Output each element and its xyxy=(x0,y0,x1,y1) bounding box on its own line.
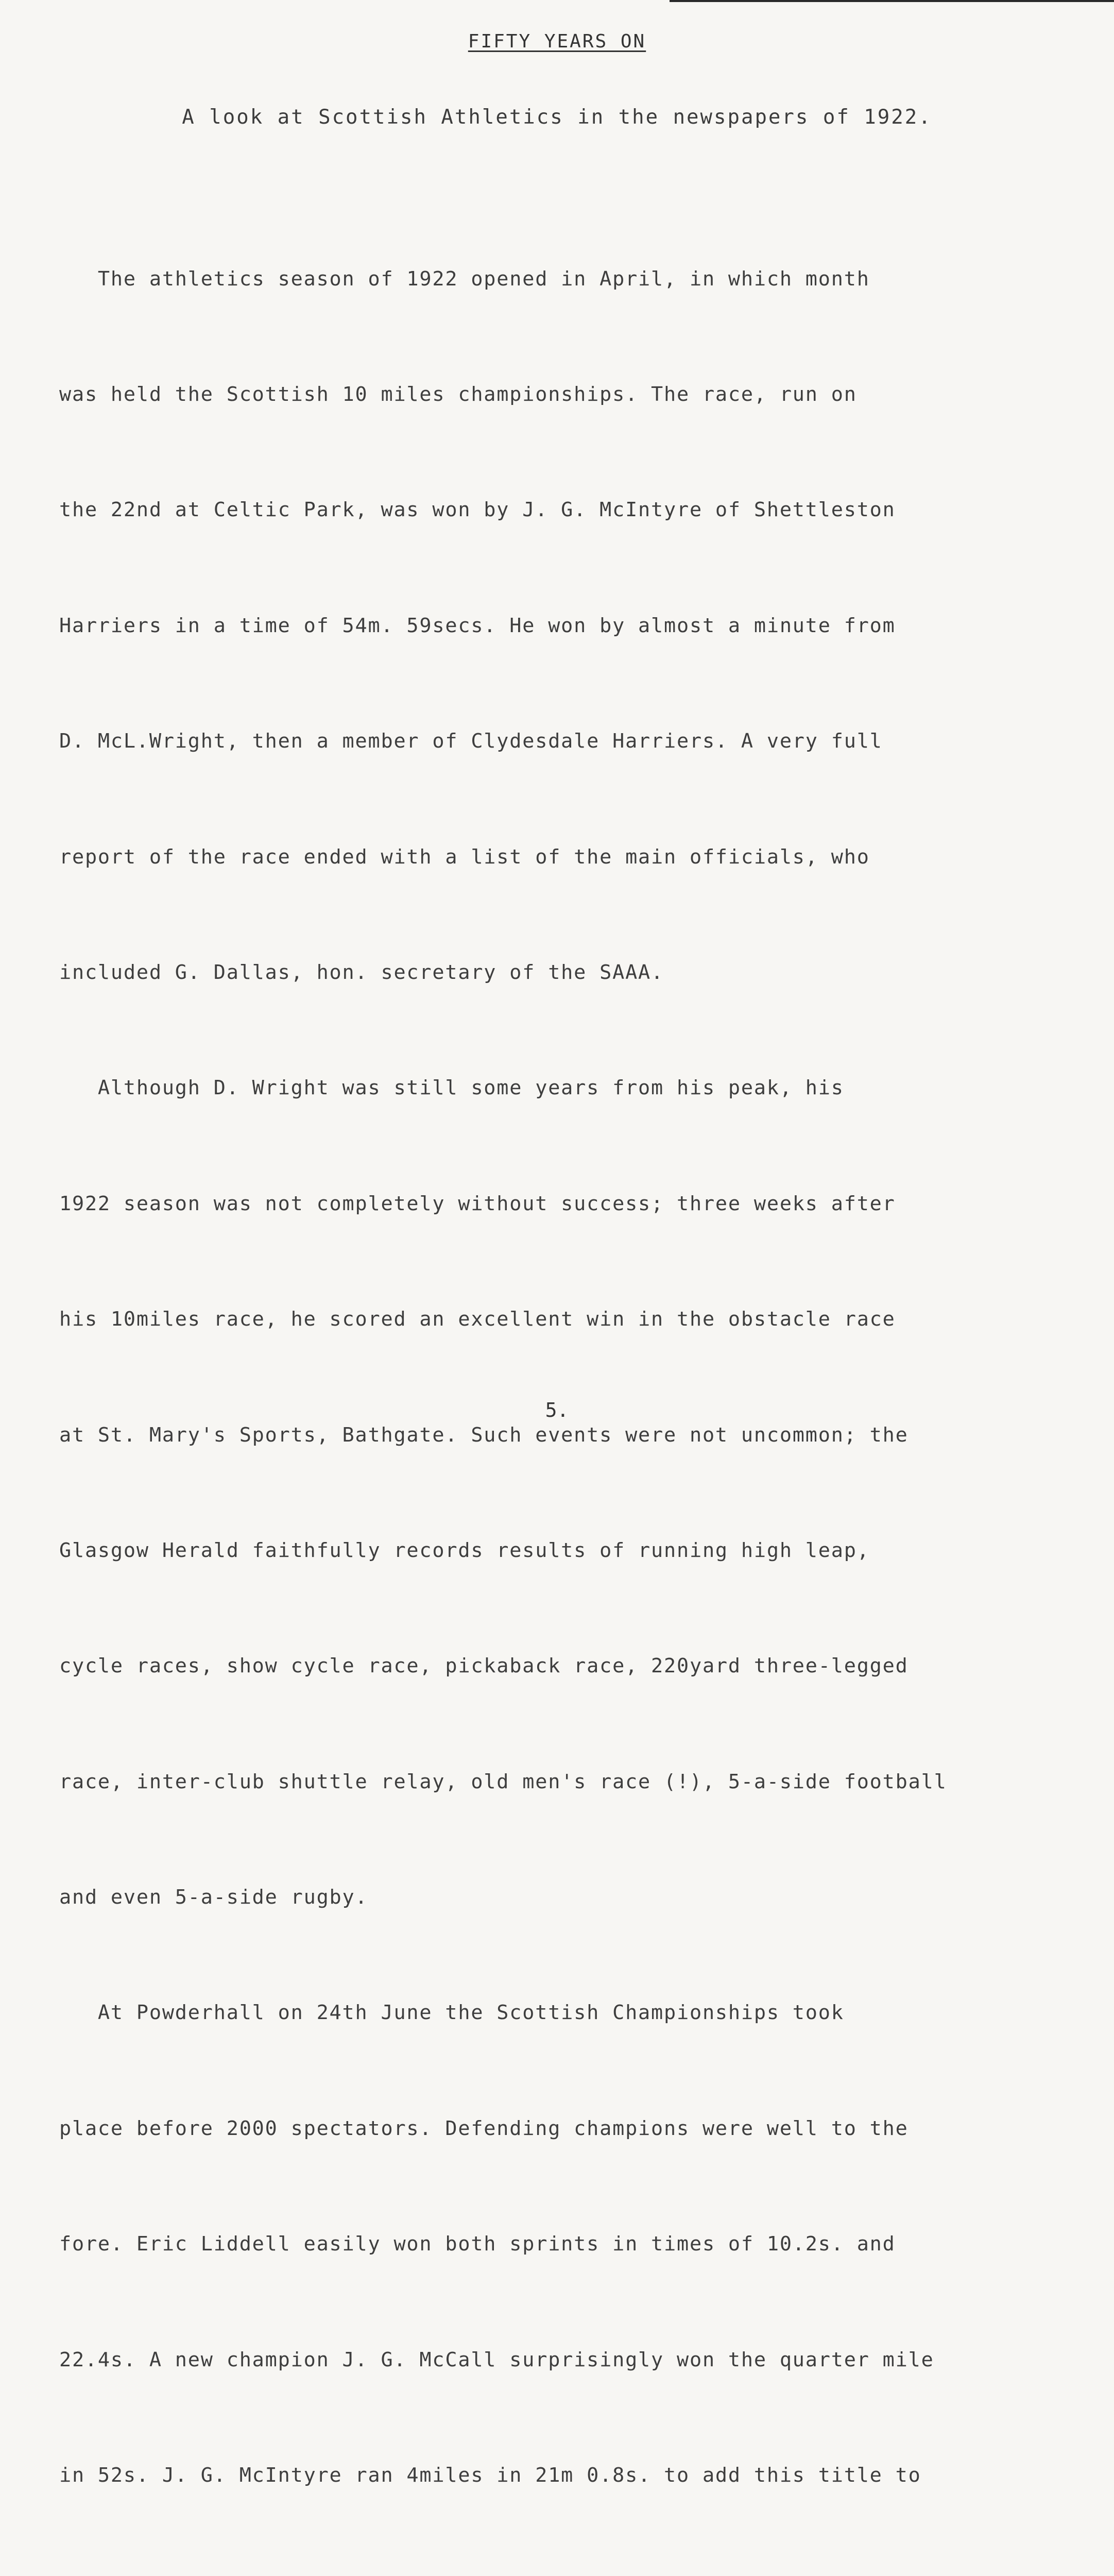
text-line: in 52s. J. G. McIntyre ran 4miles in 21m 0.8s. to add this title to xyxy=(59,2464,921,2487)
text-line: 22.4s. A new champion J. G. McCall surprisingly won the quarter mile xyxy=(59,2348,934,2371)
text-line: 1922 season was not completely without success; three weeks after xyxy=(59,1192,896,1215)
text-line: race, inter-club shuttle relay, old men's race (!), 5-a-side football xyxy=(59,1770,947,1793)
text-line: Glasgow Herald faithfully records results of running high leap, xyxy=(59,1538,870,1562)
text-line: Harriers in a time of 54m. 59secs. He won by almost a minute from xyxy=(59,614,896,637)
text-line: was held the Scottish 10 miles championships. The race, run on xyxy=(59,382,857,406)
text-line: D. McL.Wright, then a member of Clydesdale Harriers. A very full xyxy=(59,730,883,753)
text-line: his 10miles race, he scored an excellent win in the obstacle race xyxy=(59,1308,896,1331)
text-line: place before 2000 spectators. Defending champions were well to the xyxy=(59,2116,909,2140)
text-line: Although D. Wright was still some years from his peak, his xyxy=(59,1076,844,1100)
text-line: and even 5-a-side rugby. xyxy=(59,1886,368,1909)
text-line: report of the race ended with a list of the main officials, who xyxy=(59,845,870,869)
text-line: the 22nd at Celtic Park, was won by J. G. McIntyre of Shettleston xyxy=(59,498,896,522)
page-subtitle: A look at Scottish Athletics in the newspapers of 1922. xyxy=(182,106,932,129)
text-line: The athletics season of 1922 opened in April, in which month xyxy=(59,267,870,291)
text-line: included G. Dallas, hon. secretary of the SAAA. xyxy=(59,960,664,984)
page-number: 5. xyxy=(545,1399,569,1421)
text-line: cycle races, show cycle race, pickaback race, 220yard three-legged xyxy=(59,1654,909,1678)
page-title xyxy=(0,31,1114,52)
article-body xyxy=(59,183,1069,2576)
text-line: at St. Mary's Sports, Bathgate. Such events were not uncommon; the xyxy=(59,1423,909,1447)
text-line: fore. Eric Liddell easily won both sprints in times of 10.2s. and xyxy=(59,2232,896,2256)
text-line xyxy=(59,2572,1069,2576)
text-line: At Powderhall on 24th June the Scottish Championships took xyxy=(59,2001,844,2025)
page-title-text: FIFTY YEARS ON xyxy=(468,31,646,52)
